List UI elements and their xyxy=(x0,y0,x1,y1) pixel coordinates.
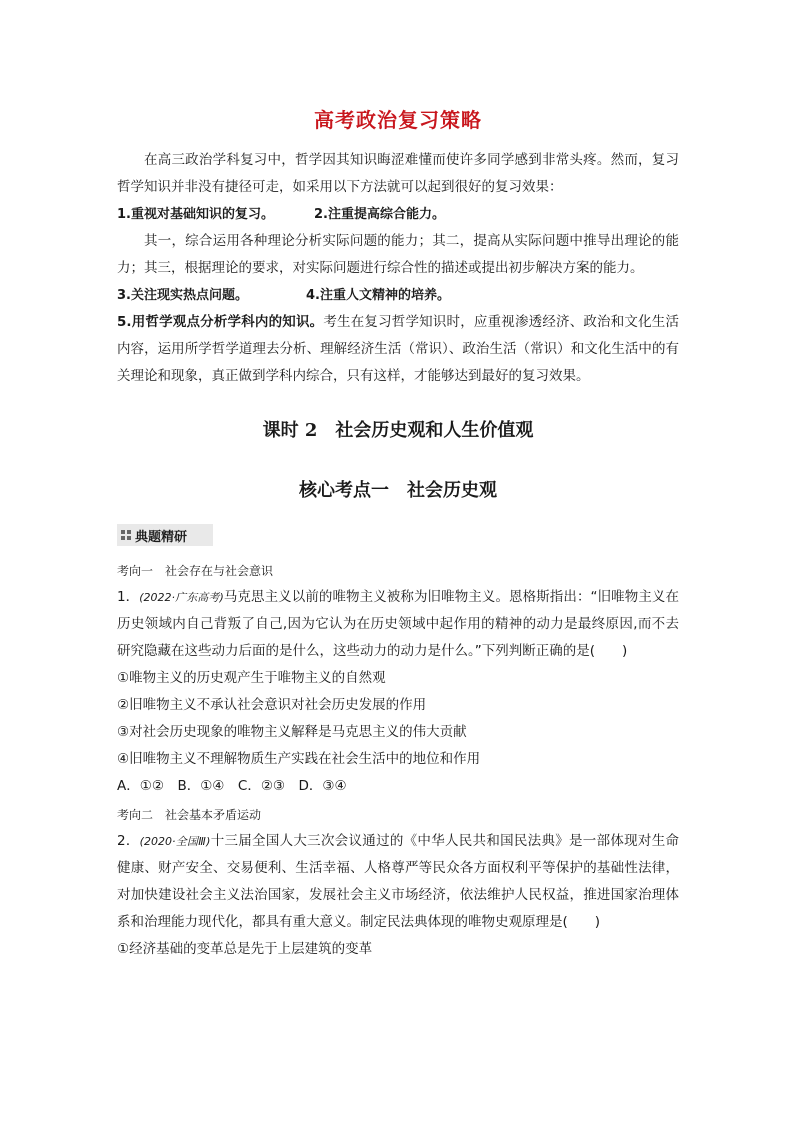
question-2-text: 十三届全国人大三次会议通过的《中华人民共和国民法典》是一部体现对生命健康、财产安全、交易便利、生活幸福、人格尊严等民众各方面权利平等保护的基础性法律，对加快建设社会主义法治国家，发展社会主义市场经济，依法维护人民权益，推进国家治理体系和治理能力现代化，都具有重大意义。制定民法典体现的唯物史观原理是( ) xyxy=(117,833,679,930)
core-topic-title: 核心考点一 社会历史观 xyxy=(299,480,497,501)
strategy-point-5 xyxy=(117,309,679,390)
strategy-intro: 在高三政治学科复习中，哲学因其知识晦涩难懂而使许多同学感到非常头疼。然而，复习哲学知识并非没有捷径可走，如采用以下方法就可以起到很好的复习效果： xyxy=(117,152,679,195)
question-1-option: ④旧唯物主义不理解物质生产实践在社会生活中的地位和作用 xyxy=(117,751,481,767)
question-1 xyxy=(117,584,679,665)
grid-icon xyxy=(121,530,131,540)
question-1-option: ③对社会历史现象的唯物主义解释是马克思主义的伟大贡献 xyxy=(117,724,467,740)
question-2-option: ①经济基础的变革总是先于上层建筑的变革 xyxy=(117,941,373,957)
question-1-option: ①唯物主义的历史观产生于唯物主义的自然观 xyxy=(117,670,386,686)
section-1-label: 考向一 社会存在与社会意识 xyxy=(117,564,274,578)
strategy-point-1: 1.重视对基础知识的复习。 xyxy=(117,207,274,222)
question-1-number: 1． xyxy=(117,589,140,605)
question-2 xyxy=(117,828,679,936)
banner-label: 典题精研 xyxy=(135,529,188,545)
question-2-source: (2020·全国Ⅲ) xyxy=(139,835,211,848)
strategy-point-4: 4.注重人文精神的培养。 xyxy=(305,288,450,303)
question-1-option: ②旧唯物主义不承认社会意识对社会历史发展的作用 xyxy=(117,697,427,713)
strategy-title: 高考政治复习策略 xyxy=(314,108,482,132)
strategy-point-2: 2.注重提高综合能力。 xyxy=(313,207,445,222)
strategy-point-5-body: 考生在复习哲学知识时，应重视渗透经济、政治和文化生活内容，运用所学哲学道理去分析、理解经济生活（常识）、政治生活（常识）和文化生活中的有关理论和现象，真正做到学科内综合，只有这样，才能够达到最好的复习效果。 xyxy=(117,314,679,384)
section-2-label: 考向二 社会基本矛盾运动 xyxy=(117,808,262,822)
strategy-points-3-4 xyxy=(117,282,679,309)
document-page xyxy=(117,100,679,963)
question-1-text: 马克思主义以前的唯物主义被称为旧唯物主义。恩格斯指出：“旧唯物主义在历史领域内自己背叛了自己,因为它认为在历史领域中起作用的精神的动力是最终原因,而不去研究隐藏在这些动力后面的是什么，这些动力的动力是什么。”下列判断正确的是( ) xyxy=(117,589,680,659)
question-1-source: (2022·广东高考) xyxy=(139,591,224,604)
strategy-point-3: 3.关注现实热点问题。 xyxy=(117,288,248,303)
question-2-number: 2． xyxy=(117,833,140,849)
lesson-title: 课时 2 社会历史观和人生价值观 xyxy=(262,420,534,441)
question-1-answers: A．①② B．①④ C．②③ D．③④ xyxy=(117,778,347,794)
strategy-point-2-detail: 其一，综合运用各种理论分析实际问题的能力；其二，提高从实际问题中推导出理论的能力；其三，根据理论的要求，对实际问题进行综合性的描述或提出初步解决方案的能力。 xyxy=(117,233,679,276)
section-banner xyxy=(117,524,213,546)
strategy-points-1-2 xyxy=(117,201,679,228)
strategy-point-5-head: 5.用哲学观点分析学科内的知识。 xyxy=(117,314,324,330)
